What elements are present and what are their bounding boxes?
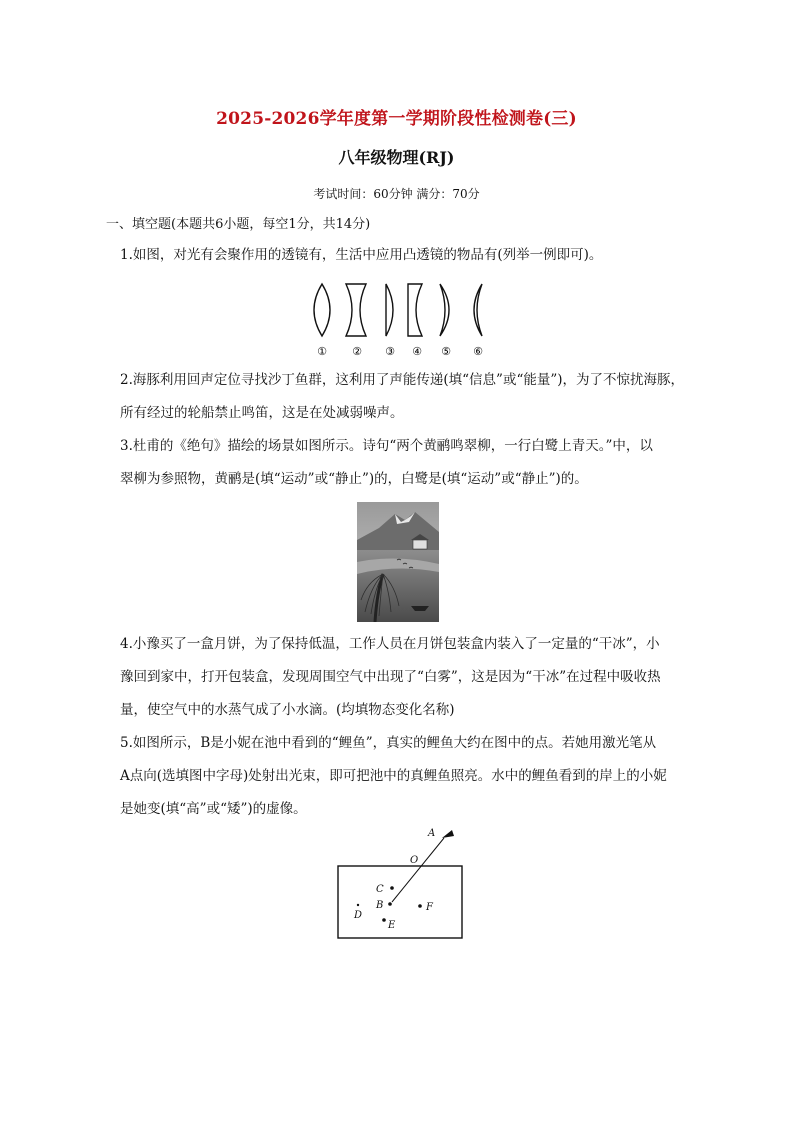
exam-info: 考试时间：60分钟 满分：70分 <box>313 187 480 201</box>
lens-label-1: ① <box>317 345 327 358</box>
label-E: E <box>388 920 396 931</box>
lens-label-2: ② <box>352 345 362 358</box>
label-D: D <box>354 910 363 921</box>
page-subtitle: 八年级物理(RJ) <box>338 148 455 167</box>
lens-label-3: ③ <box>385 345 395 358</box>
pond-boundary <box>338 866 462 938</box>
question-4-line-3: 量，使空气中的水蒸气成了小水滴。(均填物态变化名称) <box>120 702 455 718</box>
poem-illustration <box>357 502 439 622</box>
lens-label-5: ⑤ <box>441 345 451 358</box>
label-C: C <box>376 884 384 895</box>
lens-label-6: ⑥ <box>473 345 483 358</box>
question-3-line-2: 翠柳为参照物，黄鹂是(填“运动”或“静止”)的，白鹭是(填“运动”或“静止”)的。 <box>120 471 588 487</box>
question-5-line-1: 5.如图所示，B是小妮在池中看到的“鲤鱼”，真实的鲤鱼大约在图中的点。若她用激光笔从 <box>120 735 657 751</box>
lens-4-plano-concave <box>408 284 422 336</box>
point-F <box>418 904 422 908</box>
point-B <box>388 902 392 906</box>
lens-1-biconvex <box>314 284 330 336</box>
question-2-line-2: 所有经过的轮船禁止鸣笛，这是在处减弱噪声。 <box>120 405 404 421</box>
point-D <box>357 904 359 906</box>
lens-label-4: ④ <box>412 345 422 358</box>
light-beam <box>392 838 444 902</box>
lens-5-meniscus <box>440 284 449 336</box>
lens-figure <box>300 280 500 360</box>
question-4-line-1: 4.小豫买了一盒月饼，为了保持低温，工作人员在月饼包装盒内装入了一定量的“干冰”，小 <box>120 636 660 652</box>
question-1-line-1: 1.如图，对光有会聚作用的透镜有，生活中应用凸透镜的物品有(列举一例即可)。 <box>120 247 603 263</box>
label-B: B <box>376 900 384 911</box>
question-3-line-1: 3.杜甫的《绝句》描绘的场景如图所示。诗句“两个黄鹂鸣翠柳，一行白鹭上青天。”中，以 <box>120 438 653 454</box>
label-A: A <box>428 828 436 839</box>
label-O: O <box>410 855 419 866</box>
question-4-line-2: 豫回到家中，打开包装盒，发现周围空气中出现了“白雾”，这是因为“干冰”在过程中吸收热 <box>120 669 661 685</box>
pond-figure <box>330 820 470 945</box>
lens-3-plano-convex <box>386 284 393 336</box>
lens-2-biconcave <box>346 284 366 336</box>
point-C <box>390 886 394 890</box>
page-title: 2025-2026学年度第一学期阶段性检测卷(三) <box>216 109 577 129</box>
question-5-line-3: 是她变(填“高”或“矮”)的虚像。 <box>120 801 307 817</box>
section-heading: 一、填空题(本题共6小题，每空1分，共14分) <box>106 217 371 232</box>
lens-6-meniscus-concave <box>474 284 482 336</box>
question-5-line-2: A点向(选填图中字母)处射出光束，即可把池中的真鲤鱼照亮。水中的鲤鱼看到的岸上的小妮 <box>120 768 667 784</box>
question-2-line-1: 2.海豚利用回声定位寻找沙丁鱼群，这利用了声能传递(填“信息”或“能量”)，为了不惊扰海豚， <box>120 372 685 388</box>
point-E <box>382 918 386 922</box>
label-F: F <box>426 902 433 913</box>
laser-pen-icon <box>442 830 454 838</box>
